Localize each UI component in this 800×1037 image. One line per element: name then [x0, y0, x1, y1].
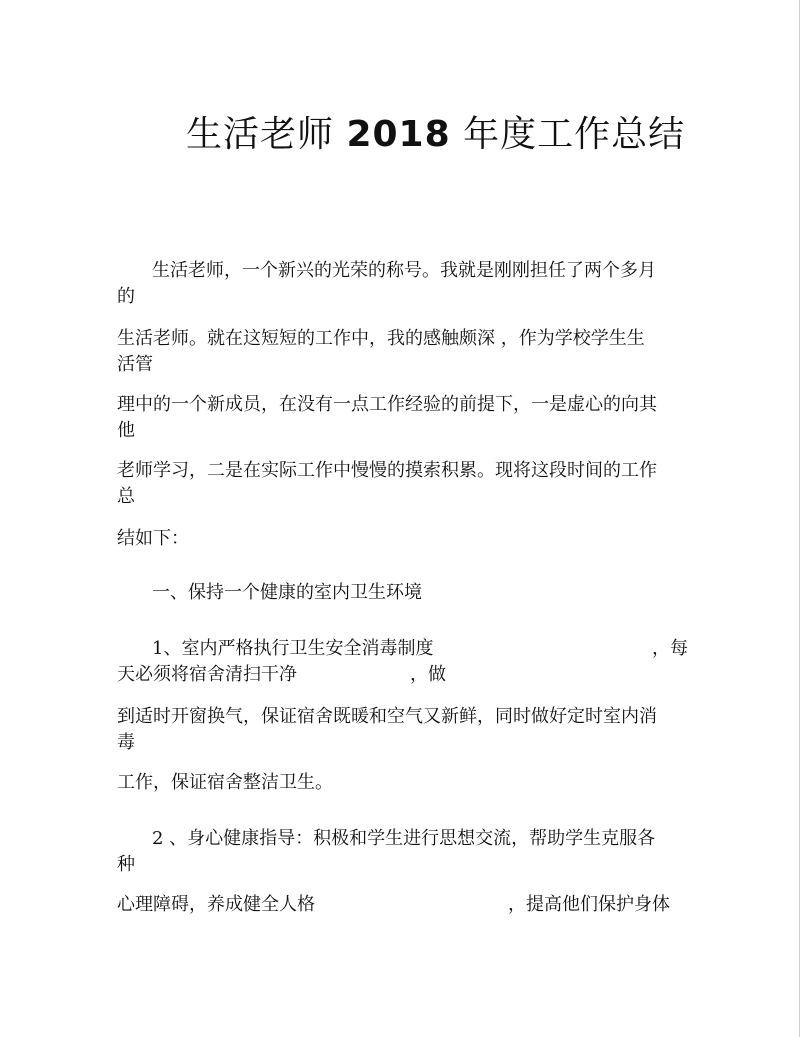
paragraph-line: 天必须将宿舍清扫干净 [117, 664, 297, 685]
paragraph-line [152, 638, 433, 660]
line-text: 1、室内严格执行卫生安全消毒制度 [152, 638, 434, 659]
paragraph-line: 毒 [117, 732, 135, 753]
paragraph-line: 生活老师，一个新兴的光荣的称号。我就是刚刚担任了两个多月 [152, 260, 656, 281]
paragraph-line: 心理障碍，养成健全人格 [117, 894, 315, 915]
title-prefix: 生活老师 [186, 114, 347, 155]
paragraph-line: 2 、身心健康指导：积极和学生进行思想交流，帮助学生克服各 [152, 828, 656, 849]
paragraph-line: 理中的一个新成员，在没有一点工作经验的前提下，一是虚心的向其 [117, 394, 657, 415]
title-suffix: 年度工作总结 [450, 114, 686, 155]
paragraph-line: ，做 [410, 664, 446, 685]
section-heading: 一、保持一个健康的室内卫生环境 [152, 582, 422, 603]
paragraph-line: ，提高他们保护身体 [508, 894, 670, 915]
paragraph-line: 工作，保证宿舍整洁卫生。 [117, 772, 333, 793]
paragraph-line: 活管 [117, 354, 153, 375]
title-year: 2018 [346, 114, 451, 155]
paragraph-line: 老师学习，二是在实际工作中慢慢的摸索积累。现将这段时间的工作 [117, 460, 657, 481]
paragraph-line: 结如下： [117, 528, 189, 549]
paragraph-line: 总 [117, 486, 135, 507]
paragraph-line: 种 [117, 854, 135, 875]
paragraph-line: 的 [117, 286, 135, 307]
paragraph-line: ，每 [652, 638, 688, 659]
paragraph-line: 他 [117, 420, 135, 441]
paragraph-line: 生活老师。就在这短短的工作中，我的感触颇深 ，作为学校学生生 [117, 328, 645, 349]
paragraph-line: 到适时开窗换气，保证宿舍既暖和空气又新鲜，同时做好定时室内消 [117, 706, 657, 727]
